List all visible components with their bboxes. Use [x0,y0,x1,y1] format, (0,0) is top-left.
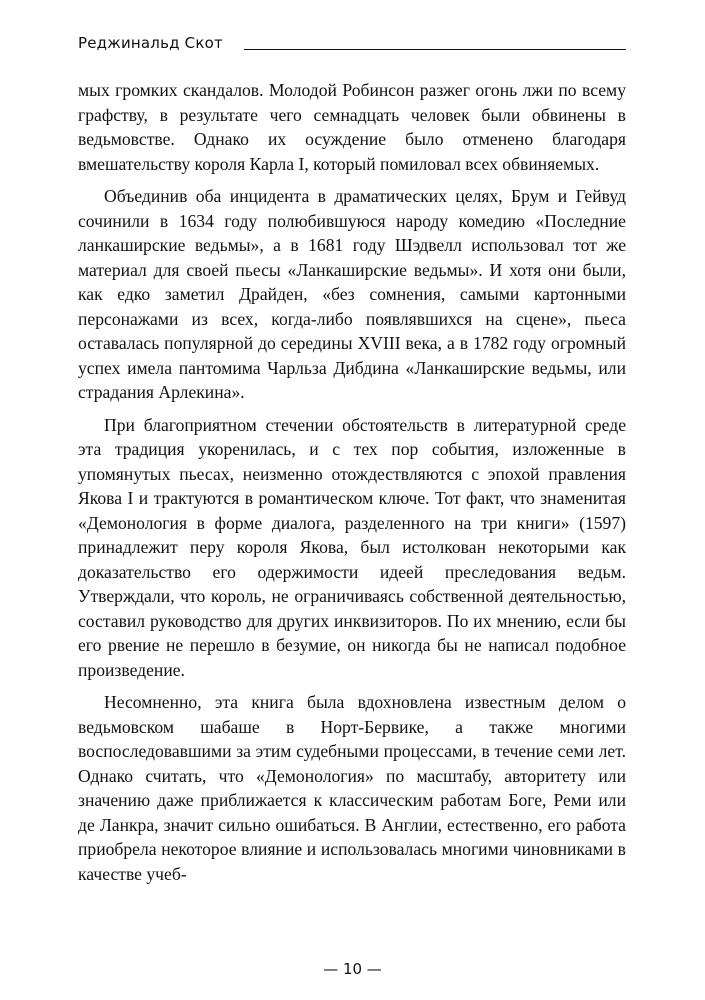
paragraph: Объединив оба инцидента в драматических целях, Брум и Гейвуд сочинили в 1634 году полюбившуюся народу комедию «Последние ланкаширские ведьмы», а в 1681 году Шэдвелл использовал тот же материал для своей пьесы «Ланкаширские ведьмы». И хотя они были, как едко заметил Драйден, «без сомнения, самыми картонными персонажами из всех, когда-либо появлявшихся на сцене», пьеса оставалась популярной до середины XVIII века, а в 1782 году огромный успех имела пантомима Чарльза Дибдина «Ланкаширские ведьмы, или страдания Арлекина». [78,186,626,402]
page-number: — 10 — [323,960,382,978]
paragraph: При благоприятном стечении обстоятельств в литературной среде эта традиция укоренилась, и с тех пор события, изложенные в упомянутых пьесах, неизменно отождествляются с эпохой правления Якова I и трактуются в романтическом ключе. Тот факт, что знаменитая «Демонология в форме диалога, разделенного на три книги» (1597) принадлежит перу короля Якова, был истолкован некоторыми как доказательство его одержимости идеей преследования ведьм. Утверждали, что король, не ограничиваясь собственной деятельностью, составил руководство для других инквизиторов. По их мнению, если бы его рвение не перешло в безумие, он никогда бы не написал подобное произведение. [78,414,626,680]
header-rule [244,49,626,50]
body-text [78,78,626,894]
paragraph: мых громких скандалов. Молодой Робинсон разжег огонь лжи по всему графству, в результате чего семнадцать человек были обвинены в ведьмовстве. Однако их осуждение было отменено благодаря вмешательству короля Карла I, который помиловал всех обвиняемых. [78,80,626,174]
page-header [78,34,626,54]
running-head-author: Реджинальд Скот [78,34,223,52]
paragraph: Несомненно, эта книга была вдохновлена известным делом о ведьмовском шабаше в Норт-Бервике, а также многими воспоследовавшими за этим судебными процессами, в течение семи лет. Однако считать, что «Демонология» по масштабу, авторитету или значению даже приближается к классическим работам Боге, Реми или де Ланкра, значит сильно ошибаться. В Англии, естественно, его работа приобрела некоторое влияние и использовалась многими чиновниками в качестве учеб- [78,692,626,884]
